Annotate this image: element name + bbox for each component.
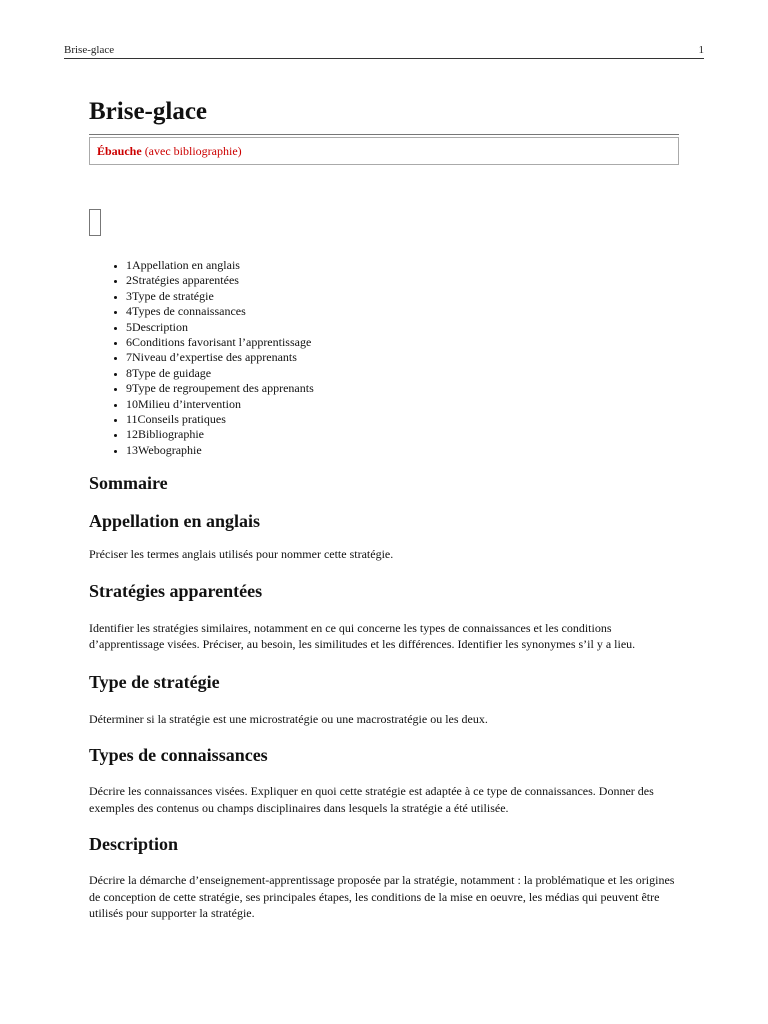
- toc-item[interactable]: • 7Niveau d’expertise des apprenants: [126, 350, 679, 365]
- running-header: [64, 44, 704, 59]
- toc-item[interactable]: • 6Conditions favorisant l’apprentissage: [126, 335, 679, 350]
- heading-types-connaissances: Types de connaissances: [89, 745, 268, 766]
- stub-notice-link[interactable]: Ébauche: [97, 144, 142, 158]
- heading-sommaire: Sommaire: [89, 473, 168, 494]
- toc-item[interactable]: • 10Milieu d’intervention: [126, 397, 679, 412]
- heading-description: Description: [89, 834, 178, 855]
- stub-notice-box: [89, 137, 679, 165]
- toc-item[interactable]: • 8Type de guidage: [126, 366, 679, 381]
- running-header-title: Brise-glace: [64, 44, 115, 56]
- page-number: 1: [698, 44, 704, 56]
- paragraph-appellation: Préciser les termes anglais utilisés pour nommer cette stratégie.: [89, 547, 394, 562]
- stub-notice-text[interactable]: (avec bibliographie): [141, 144, 242, 158]
- paragraph-description: Décrire la démarche d’enseignement-apprentissage proposée par la stratégie, notamment : la problématique et les origines de conception de cette stratégie, ses principales étapes, les conditions de la mise en oeuvre, les médias qui peuvent être utilisés pour supporter la stratégie.: [89, 873, 675, 921]
- toc-item[interactable]: • 3Type de stratégie: [126, 289, 679, 304]
- toc-item[interactable]: • 1Appellation en anglais: [126, 258, 679, 273]
- heading-strategies: Stratégies apparentées: [89, 580, 263, 601]
- toc-item[interactable]: • 5Description: [126, 320, 679, 335]
- heading-appellation: Appellation en anglais: [89, 511, 261, 532]
- page-title: Brise-glace: [89, 96, 679, 135]
- toc-item[interactable]: • 13Webographie: [126, 443, 679, 458]
- paragraph-type-strategie: Déterminer si la stratégie est une microstratégie ou une macrostratégie ou les deux.: [89, 711, 488, 726]
- toc-item[interactable]: • 2Stratégies apparentées: [126, 273, 679, 288]
- toc-item[interactable]: • 9Type de regroupement des apprenants: [126, 381, 679, 396]
- heading-type-strategie: Type de stratégie: [89, 671, 220, 692]
- toc-item[interactable]: • 12Bibliographie: [126, 427, 679, 442]
- page-content: [89, 96, 679, 922]
- paragraph-types-connaissances: Décrire les connaissances visées. Expliquer en quoi cette stratégie est adaptée à ce type de connaissances. Donner des exemples des contenus ou champs disciplinaires dans lesquels la stratégie a été utilisée.: [89, 784, 654, 815]
- missing-image-placeholder: [89, 209, 101, 236]
- paragraph-strategies: Identifier les stratégies similaires, notamment en ce qui concerne les types de connaissances et les conditions d’apprentissage visées. Préciser, au besoin, les similitudes et les différences. Identifier les synonymes s’il y a lieu.: [89, 620, 636, 652]
- toc-item[interactable]: • 4Types de connaissances: [126, 304, 679, 319]
- table-of-contents: [89, 258, 679, 458]
- toc-item[interactable]: • 11Conseils pratiques: [126, 412, 679, 427]
